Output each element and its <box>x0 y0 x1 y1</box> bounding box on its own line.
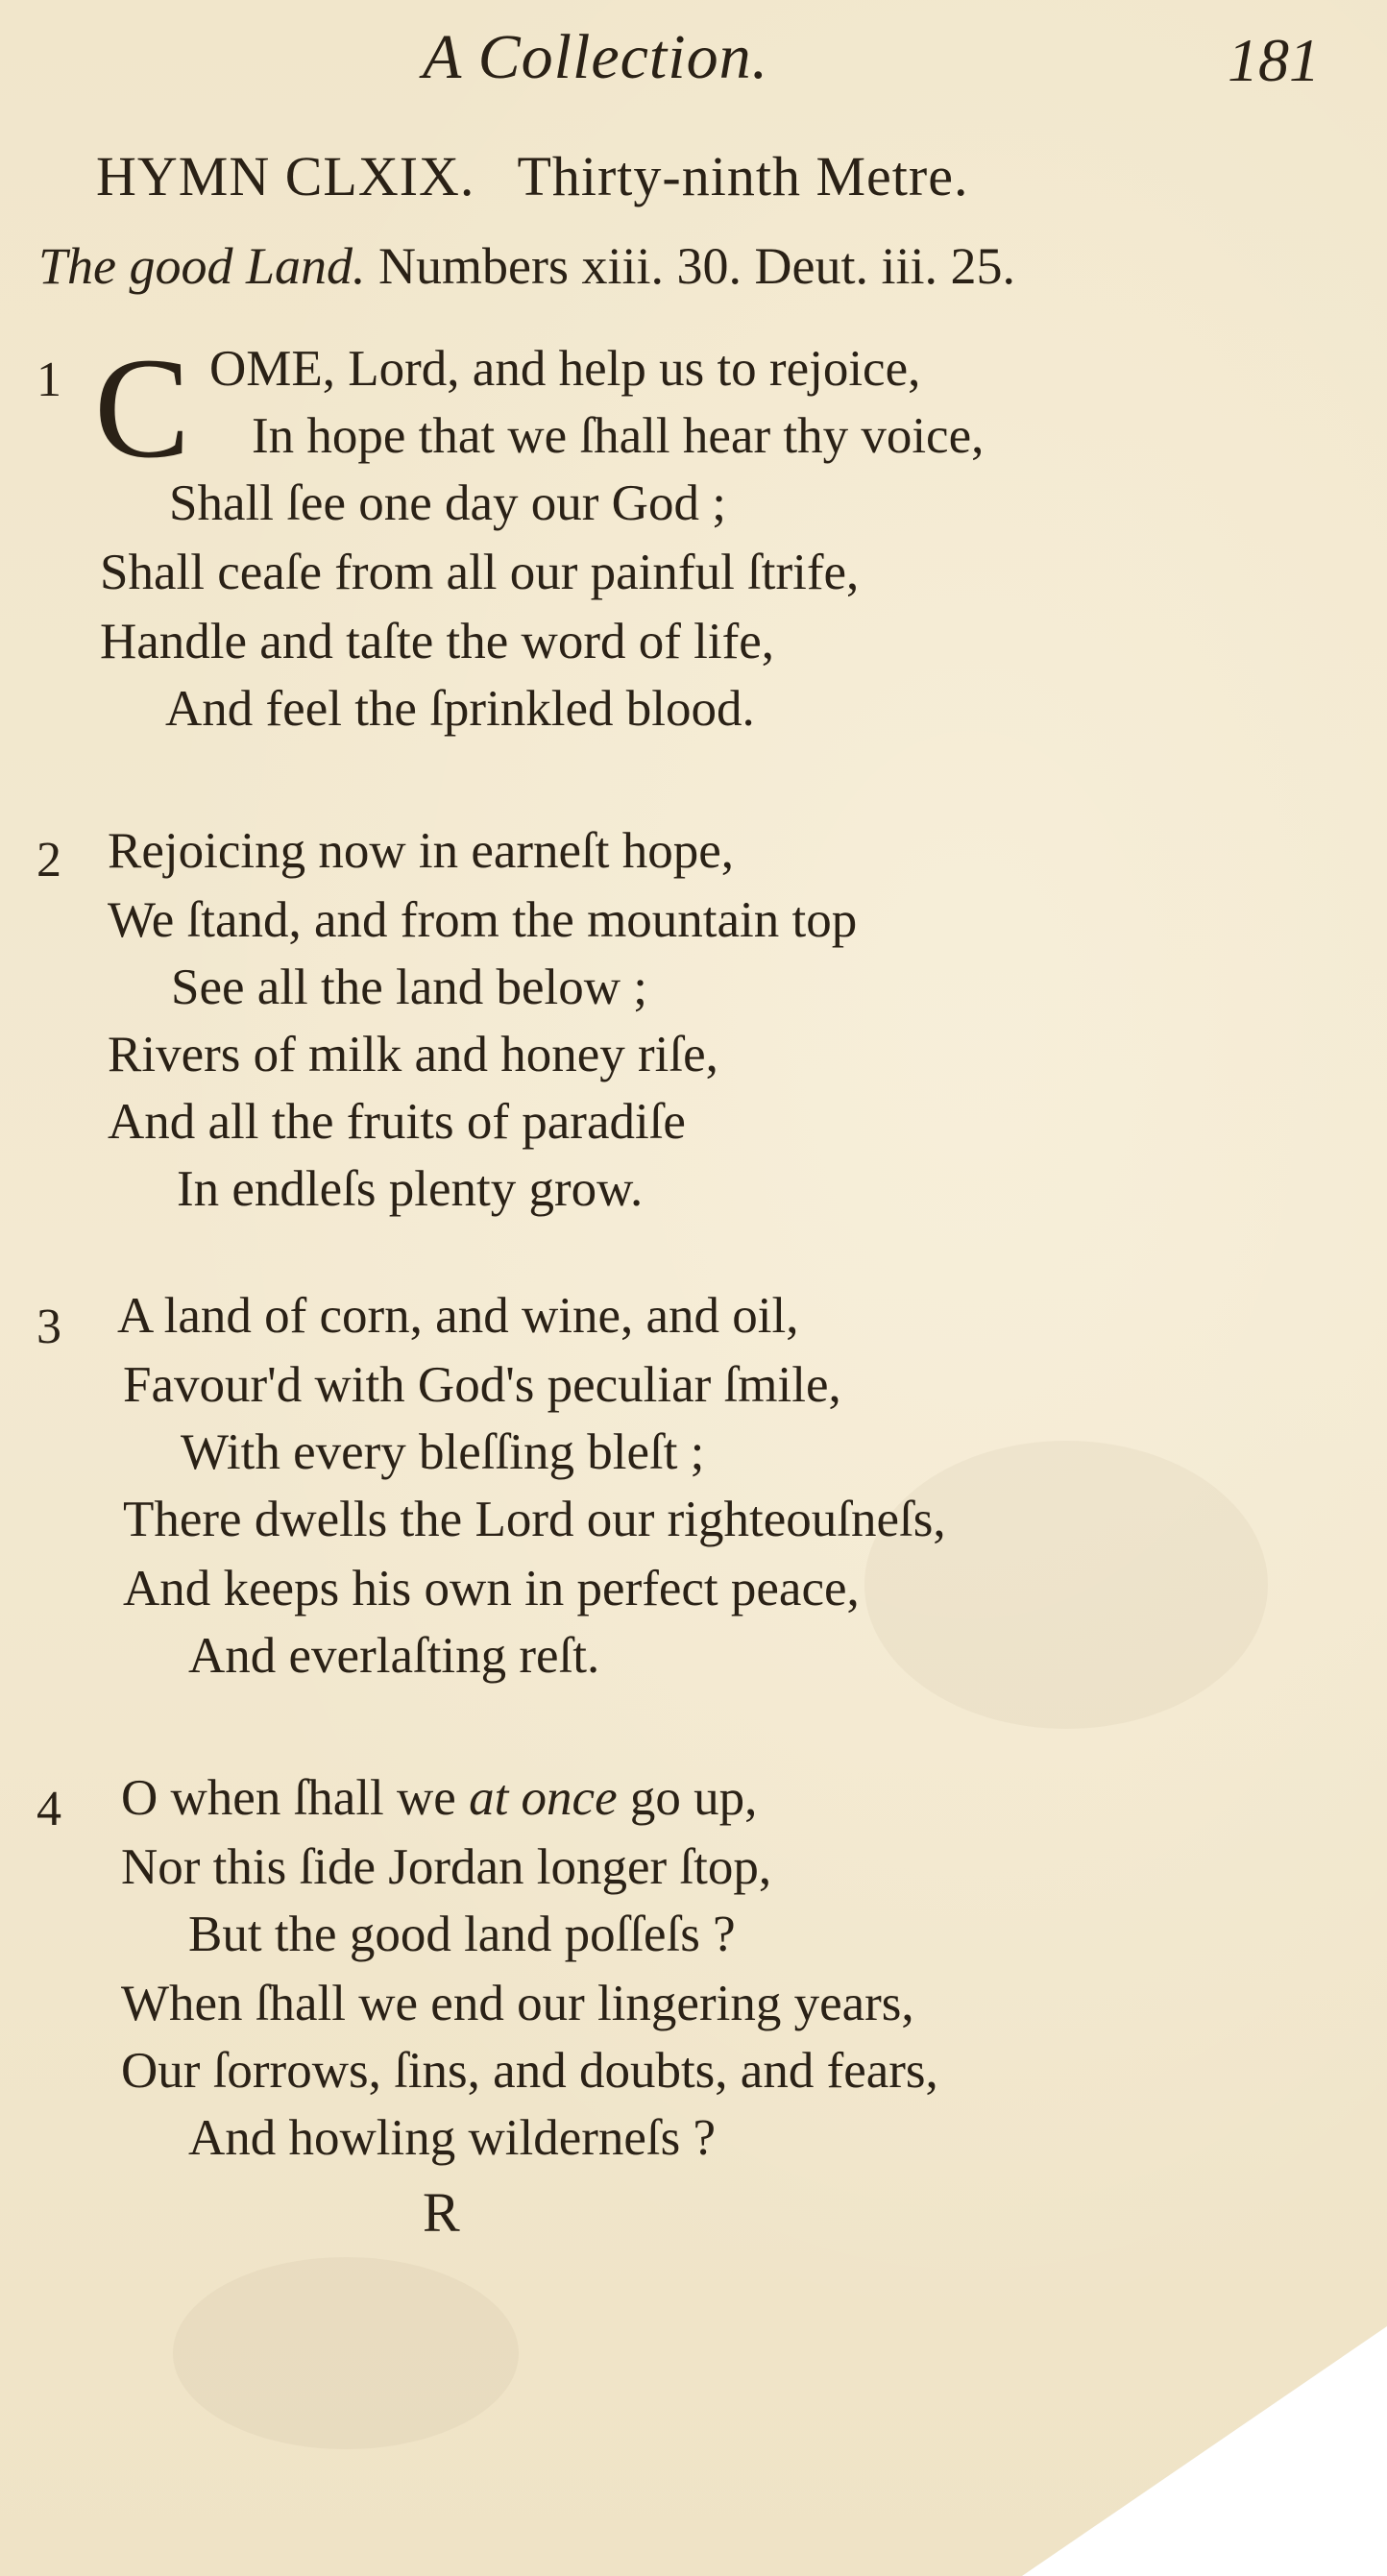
subject-title: The good Land. <box>38 237 366 295</box>
verse-text: go up, <box>629 1770 758 1826</box>
stanza-number: 1 <box>36 352 61 407</box>
verse-line: With every bleſſing bleſt ; <box>181 1424 705 1480</box>
stanza-number: 4 <box>36 1782 61 1836</box>
stanza-number: 2 <box>36 833 61 887</box>
verse-line: Rejoicing now in earneſt hope, <box>108 823 735 879</box>
verse-line: In hope that we ſhall hear thy voice, <box>252 408 985 464</box>
verse-line <box>121 1770 758 1826</box>
verse-line: Favour'd with God's peculiar ſmile, <box>123 1357 841 1413</box>
verse-line: There dwells the Lord our righteouſneſs, <box>123 1492 946 1547</box>
verse-line: But the good land poſſeſs ? <box>188 1907 736 1962</box>
verse-line: See all the land below ; <box>171 960 647 1015</box>
paper-stain <box>173 2257 519 2449</box>
verse-line: And all the fruits of paradiſe <box>108 1094 686 1150</box>
verse-line: Shall ceaſe from all our painful ſtrife, <box>100 545 860 600</box>
verse-line: When ſhall we end our lingering years, <box>121 1976 914 2031</box>
verse-line: A land of corn, and wine, and oil, <box>117 1288 799 1344</box>
verse-line: OME, Lord, and help us to rejoice, <box>209 341 921 397</box>
scripture-references: Numbers xiii. 30. Deut. iii. 25. <box>378 237 1015 295</box>
page-number: 181 <box>1228 26 1320 94</box>
verse-line: And everlaſting reſt. <box>188 1628 600 1684</box>
running-title: A Collection. <box>423 22 769 92</box>
verse-line: We ſtand, and from the mountain top <box>108 892 858 948</box>
verse-line: And howling wilderneſs ? <box>188 2110 717 2166</box>
verse-emphasis: at once <box>469 1770 618 1826</box>
page-corner <box>1022 2326 1387 2576</box>
hymn-metre: Thirty-ninth Metre. <box>517 145 969 207</box>
hymn-number: HYMN CLXIX. <box>96 145 475 207</box>
verse-line: Rivers of milk and honey riſe, <box>108 1027 718 1082</box>
verse-text: O when ſhall we <box>121 1770 456 1826</box>
verse-line: Nor this ſide Jordan longer ſtop, <box>121 1839 772 1895</box>
paper-stain <box>864 1441 1268 1729</box>
verse-line: Shall ſee one day our God ; <box>169 475 726 531</box>
drop-cap: C <box>94 328 191 488</box>
stanza-number: 3 <box>36 1300 61 1354</box>
verse-line: In endleſs plenty grow. <box>177 1161 644 1217</box>
verse-line: And feel the ſprinkled blood. <box>165 681 755 737</box>
verse-line: Handle and taſte the word of life, <box>100 614 774 669</box>
verse-line: Our ſorrows, ſins, and doubts, and fears, <box>121 2043 938 2099</box>
hymn-subject <box>38 236 1015 296</box>
catchword: R <box>423 2181 460 2244</box>
hymn-heading <box>96 144 968 208</box>
verse-line: And keeps his own in perfect peace, <box>123 1561 860 1616</box>
